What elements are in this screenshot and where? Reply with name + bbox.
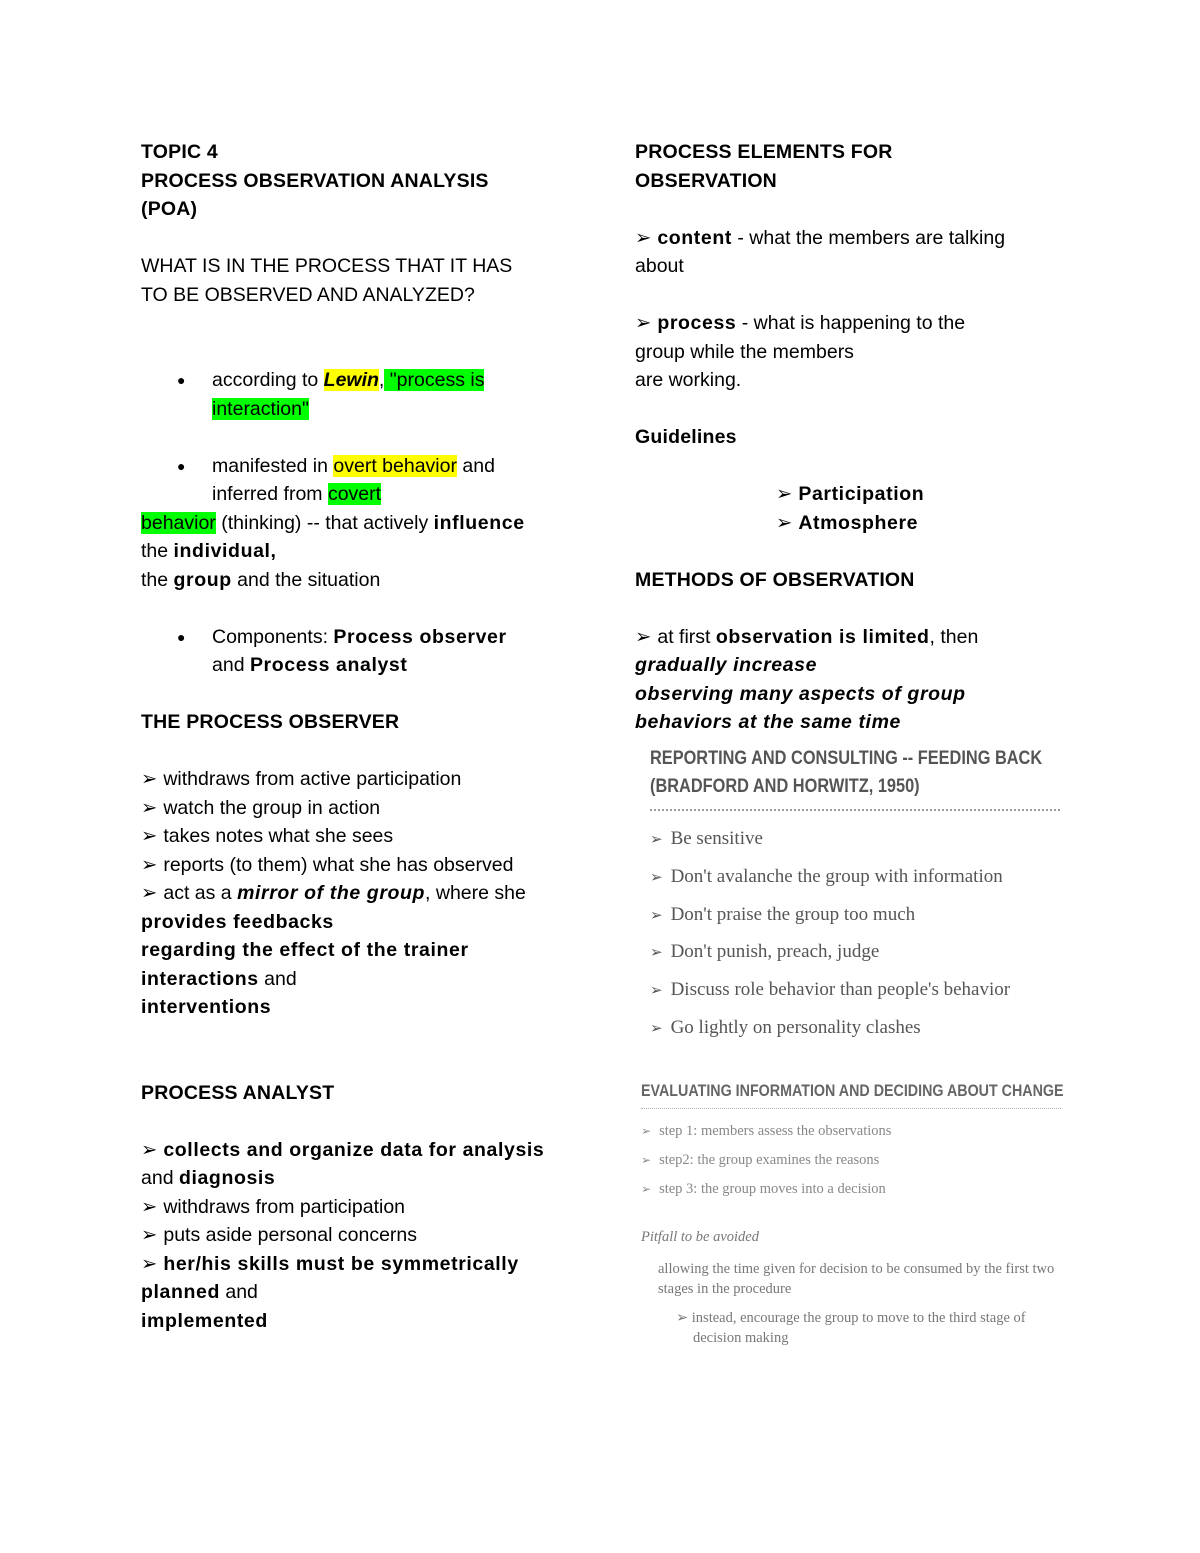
evaluating-step: ➢ step 1: members assess the observations	[641, 1123, 892, 1139]
guideline-item: ➢ Atmosphere	[776, 511, 919, 534]
observer-item: ➢ reports (to them) what she has observed	[141, 853, 514, 876]
feedback-item: ➢ Discuss role behavior than people's behavior	[650, 979, 1011, 1001]
bullet-manifested: ● manifested in overt behavior and inferred from covert	[141, 452, 581, 509]
feedback-title-citation: (BRADFORD AND HORWITZ, 1950)	[650, 776, 920, 797]
pitfall-sub: ➢ instead, encourage the group to move to the third stage of decision making	[676, 1310, 1026, 1346]
lewin-name: Lewin	[323, 369, 379, 391]
question-line-2: TO BE OBSERVED AND ANALYZED?	[141, 283, 475, 306]
evaluating-image	[641, 1078, 1064, 1348]
methods-item: ➢ at first observation is limited, then	[635, 625, 979, 648]
feedback-item: ➢ Go lightly on personality clashes	[650, 1016, 921, 1038]
analyst-item: ➢ her/his skills must be symmetrically	[141, 1252, 519, 1275]
pitfall-label: Pitfall to be avoided	[641, 1229, 759, 1245]
left-column: TOPIC 4 PROCESS OBSERVATION ANALYSIS (POA) WHAT IS IN THE PROCESS THAT IT HAS TO BE OBSERVED AND ANALYZED? ● according to Lewin, "process is interaction" ● manifested in overt behavior and inferred from covert behavior (thinking) -- that actively influence the individual, the group and the situation ● Components: Process observer and Process analyst THE PROCESS OBSERVER ➢ withdraws from active participation ➢ watch the group in action ➢ takes notes what she sees ➢ reports (to them) what she has observed ➢ act as a mirror of the group, where she provides feedbacks regarding the effect of the trainer interactions and interventions PROCESS ANALYST ➢ collects and organize data for analysis and diagnosis ➢ withdraws from participation ➢ puts aside personal concerns ➢ her/his skills must be symmetrically planned and implemented	[141, 138, 581, 1335]
bullet-lewin: ● according to Lewin, "process is interaction"	[141, 366, 581, 423]
observer-item: ➢ takes notes what she sees	[141, 825, 394, 847]
evaluating-step: ➢ step 3: the group moves into a decision	[641, 1181, 886, 1197]
process-item: ➢ process - what is happening to the	[635, 312, 966, 334]
question-line-1: WHAT IS IN THE PROCESS THAT IT HAS	[141, 255, 513, 277]
analyst-item: ➢ collects and organize data for analysis	[141, 1138, 545, 1161]
observer-item: ➢ act as a mirror of the group, where she	[141, 882, 526, 904]
page-title-abbr: (POA)	[141, 198, 198, 220]
analyst-item: ➢ withdraws from participation	[141, 1195, 406, 1218]
analyst-heading: PROCESS ANALYST	[141, 1081, 335, 1104]
bullet-dot: ●	[177, 372, 186, 388]
elements-heading-2: OBSERVATION	[635, 169, 777, 192]
feedback-title: REPORTING AND CONSULTING -- FEEDING BACK	[650, 748, 1043, 769]
analyst-item: ➢ puts aside personal concerns	[141, 1224, 417, 1246]
observer-item: ➢ withdraws from active participation	[141, 768, 462, 790]
elements-heading: PROCESS ELEMENTS FOR	[635, 141, 893, 163]
overt-behavior-highlight: overt behavior	[333, 454, 457, 477]
feedback-image	[650, 745, 1060, 1048]
guidelines-heading: Guidelines	[635, 426, 737, 448]
page-title: PROCESS OBSERVATION ANALYSIS	[141, 169, 489, 192]
feedback-item: ➢ Don't punish, preach, judge	[650, 941, 880, 963]
content-item: ➢ content - what the members are talking	[635, 226, 1006, 249]
feedback-item: ➢ Be sensitive	[650, 828, 763, 849]
observer-heading: THE PROCESS OBSERVER	[141, 711, 400, 733]
feedback-item: ➢ Don't avalanche the group with information	[650, 865, 1003, 887]
evaluating-title: EVALUATING INFORMATION AND DECIDING ABOUT CHANGE	[641, 1081, 1064, 1100]
bullet-dot: ●	[177, 628, 186, 645]
bullet-components: ● Components: Process observer and Process analyst	[141, 623, 581, 680]
right-column: PROCESS ELEMENTS FOR OBSERVATION ➢ content - what the members are talking about ➢ process - what is happening to the group while the members are working. Guidelines ➢ Participation ➢ Atmosphere METHODS OF OBSERVATION ➢ at first observation is limited, then gradually increase observing many aspects of group behaviors at the same time	[635, 138, 1075, 737]
methods-heading: METHODS OF OBSERVATION	[635, 568, 915, 591]
pitfall-body: allowing the time given for decision to be consumed by the first two stages in the procedure	[658, 1261, 1055, 1297]
topic-label: TOPIC 4	[141, 141, 218, 163]
covert-highlight: covert	[327, 483, 382, 505]
dotted-divider	[650, 809, 1060, 811]
evaluating-step: ➢ step2: the group examines the reasons	[641, 1152, 880, 1168]
feedback-item: ➢ Don't praise the group too much	[650, 903, 916, 925]
bullet-dot: ●	[177, 457, 186, 474]
guideline-item: ➢ Participation	[776, 483, 925, 505]
dotted-divider	[641, 1108, 1061, 1109]
observer-item: ➢ watch the group in action	[141, 796, 381, 819]
